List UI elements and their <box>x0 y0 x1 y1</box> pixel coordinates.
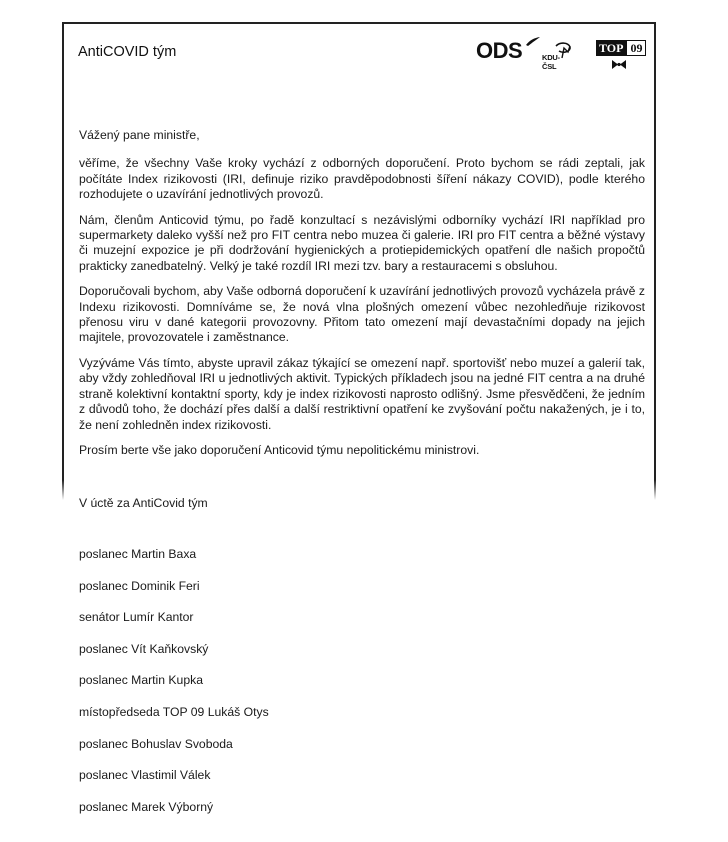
kdu-csl-logo: KDU-ČSL <box>542 53 560 71</box>
signer: poslanec Vlastimil Válek <box>79 768 211 783</box>
paragraph: Vyzýváme Vás tímto, abyste upravil zákaz týkající se omezení např. sportovišť nebo muzeí a galerií tak, aby vždy zohledňoval IRI u jednotlivých aktivit. Typických příkladech jsou na jedné FIT centra a na druhé straně kolektivní kontaktní sporty, kdy je index rizikovosti naprosto odlišný. Jsme přesvědčeni, že jedním z důvodů toho, že dochází přes další a další restriktivní opatření ke zvyšování počtu nakažených, je i to, že není zohledněn index rizikovosti. <box>79 355 645 432</box>
frame-fade-left <box>62 480 64 500</box>
closing-line: V úctě za AntiCovid tým <box>79 496 208 510</box>
signer: poslanec Marek Výborný <box>79 799 214 814</box>
letter-body <box>79 128 645 468</box>
paragraph: věříme, že všechny Vaše kroky vychází z odborných doporučení. Proto bychom se rádi zeptali, jak počítáte Index rizikovosti (IRI, definuje riziko pravděpodobnosti šíření nákazy COVID), podle kterého rozhodujete o uzavírání jednotlivých provozů. <box>79 156 645 202</box>
top09-logo-top: TOP <box>596 40 626 56</box>
ods-bird-icon <box>525 36 541 48</box>
signer: poslanec Martin Kupka <box>79 673 203 688</box>
greeting: Vážený pane ministře, <box>79 128 200 142</box>
signer: poslanec Bohuslav Svoboda <box>79 736 233 751</box>
paragraph: Prosím berte vše jako doporučení Anticovid týmu nepolitickému ministrovi. <box>79 442 480 457</box>
signer-list <box>79 546 269 830</box>
frame-fade-right <box>654 480 656 500</box>
ods-logo: ODS <box>476 38 523 63</box>
signer: senátor Lumír Kantor <box>79 610 194 625</box>
top09-logo <box>596 40 646 56</box>
signer: poslanec Vít Kaňkovský <box>79 641 209 656</box>
signer: poslanec Martin Baxa <box>79 547 197 561</box>
team-title: AntiCOVID tým <box>78 44 177 60</box>
paragraph: Doporučovali bychom, aby Vaše odborná doporučení k uzavírání jednotlivých provozů vycházela právě z Indexu rizikovosti. Domníváme se, že nová vlna plošných omezení vůbec nezohledňuje rizikovost přenosu viru v dané kategorii provozovny. Přitom tato omezení mají devastačními dopady na jejich majitele, provozovatele i zaměstnance. <box>79 284 645 345</box>
signer: poslanec Dominik Feri <box>79 578 200 593</box>
paragraph: Nám, členům Anticovid týmu, po řadě konzultací s nezávislými odborníky vychází IRI například pro supermarkety daleko vyšší než pro FIT centra nebo muzea či galerie. IRI pro FIT centra a běžné výstavy či muzejní expozice je při dodržování hygienických a protiepidemických opatření dle našich propočtů prakticky zanedbatelný. Velký je také rozdíl IRI mezi tzv. bary a restauracemi s obsluhou. <box>79 212 645 273</box>
signer: místopředseda TOP 09 Lukáš Otys <box>79 704 269 719</box>
bowtie-icon <box>612 60 626 69</box>
top09-logo-num: 09 <box>626 40 646 56</box>
